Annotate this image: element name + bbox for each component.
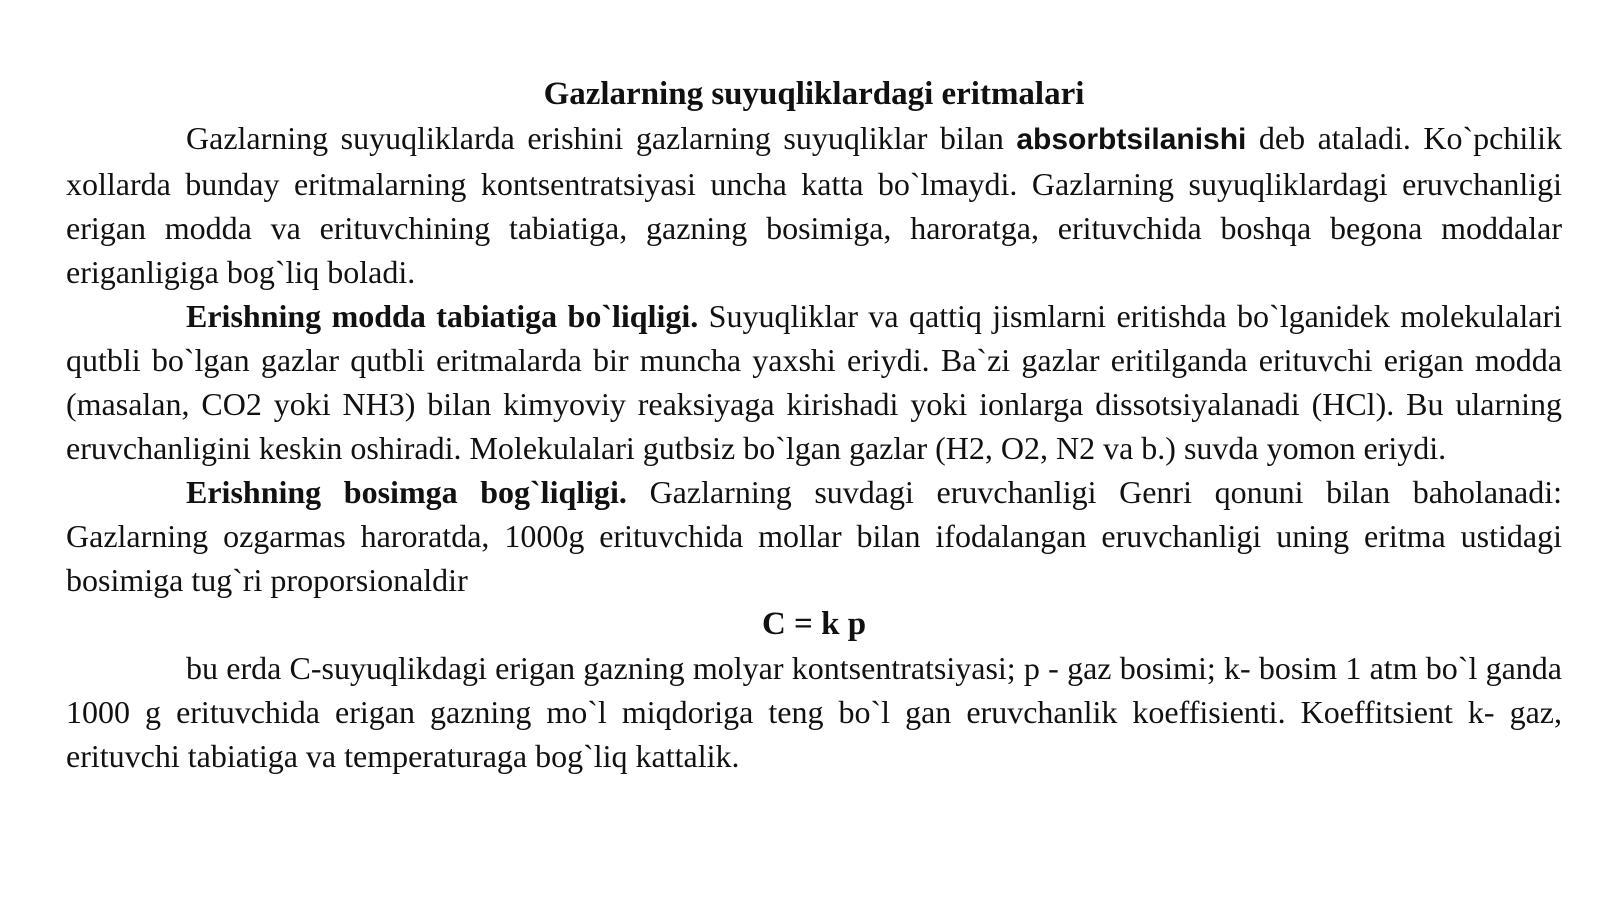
heading-pressure: Erishning bosimga bog`liqligi. xyxy=(186,474,627,510)
paragraph-absorption xyxy=(66,116,1562,294)
heading-substance-nature: Erishning modda tabiatiga bo`liqligi. xyxy=(186,298,699,334)
paragraph-formula-explanation-text: bu erda C-suyuqlikdagi erigan gazning molyar kontsentratsiyasi; p - gaz bosimi; k- bosim 1 atm bo`l ganda 1000 g erituvchida erigan gazning mo`l miqdoriga teng bo`l gan eruvchanlik koeffisienti. Koeffitsient k- gaz, erituvchi tabiatiga va temperaturaga bog`liq kattalik. xyxy=(66,650,1562,774)
document-title: Gazlarning suyuqliklardagi eritmalari xyxy=(543,76,1085,112)
term-absorbtsilanishi: absorbtsilanishi xyxy=(1016,123,1247,156)
paragraph-absorption-text-after: deb ataladi. Ko`pchilik xollarda bunday eritmalarning kontsentratsiyasi uncha katta bo`lmaydi. Gazlarning suyuqliklardagi eruvchanligi erigan modda va erituvchining tabiatiga, gazning bosimiga, haroratga, erituvchida boshqa begona moddalar eriganligiga bog`liq boladi. xyxy=(66,120,1563,290)
paragraph-absorption-text-before: Gazlarning suyuqliklarda erishini gazlarning suyuqliklar bilan xyxy=(186,120,1017,156)
document-page xyxy=(66,72,1562,778)
paragraph-formula-explanation xyxy=(66,646,1562,778)
paragraph-pressure-text: Gazlarning suvdagi eruvchanligi Genri qonuni bilan baholanadi: Gazlarning ozgarmas haroratda, 1000g erituvchida mollar bilan ifodalangan eruvchanligi uning eritma ustidagi bosimiga tug`ri proporsionaldir xyxy=(66,474,1563,598)
paragraph-pressure xyxy=(66,470,1562,602)
paragraph-substance-nature-text: Suyuqliklar va qattiq jismlarni eritishda bo`lganidek molekulalari qutbli bo`lgan gazlar qutbli eritmalarda bir muncha yaxshi eriydi. Ba`zi gazlar eritilganda erituvchi erigan modda (masalan, CO2 yoki NH3) bilan kimyoviy reaksiyaga kirishadi yoki ionlarga dissotsiyalanadi (HCl). Bu ularning eruvchanligini keskin oshiradi. Molekulalari gutbsiz bo`lgan gazlar (H2, O2, N2 va b.) suvda yomon eriydi. xyxy=(66,298,1562,466)
paragraph-substance-nature xyxy=(66,294,1562,470)
henry-law-formula: C = k p xyxy=(761,606,867,642)
